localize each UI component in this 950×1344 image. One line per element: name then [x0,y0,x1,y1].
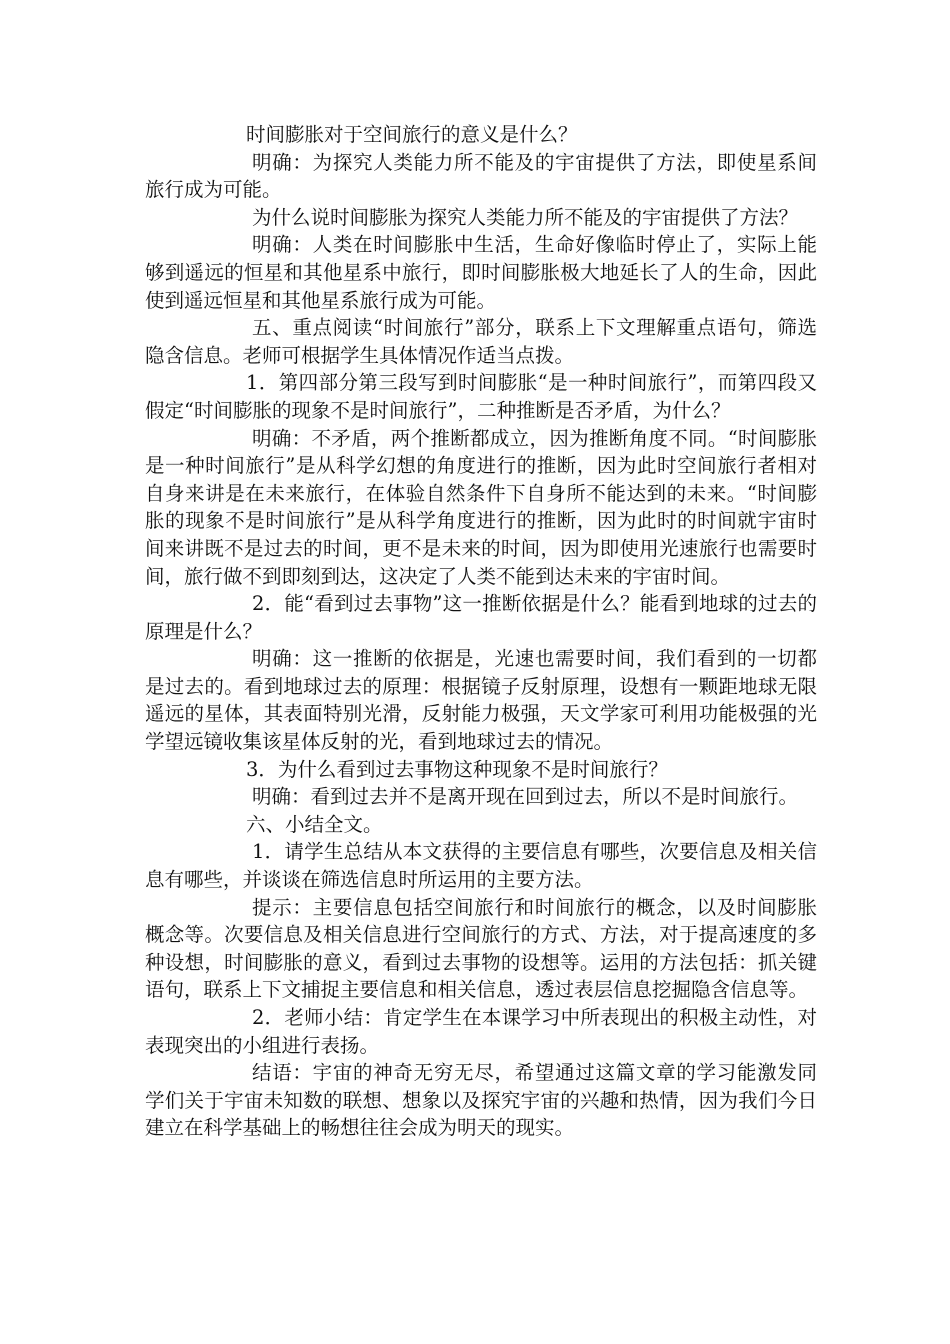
document-body [145,121,817,1142]
paragraph-answer-2: 明确：这一推断的依据是，光速也需要时间，我们看到的一切都是过去的。看到地球过去的原理：根据镜子反射原理，设想有一颗距地球无限遥远的星体，其表面特别光滑，反射能力极强，天文学家可利用功能极强的光学望远镜收集该星体反射的光，看到地球过去的情况。 [145,647,817,754]
paragraph-question-why: 为什么说时间膨胀为探究人类能力所不能及的宇宙提供了方法？ [252,205,799,229]
paragraph-summary-1: 1．请学生总结从本文获得的主要信息有哪些，次要信息及相关信息有哪些，并谈谈在筛选信息时所运用的主要方法。 [145,840,817,892]
paragraph-question-meaning: 时间膨胀对于空间旅行的意义是什么？ [246,123,578,146]
paragraph-item-3: 3．为什么看到过去事物这种现象不是时间旅行？ [246,757,668,781]
paragraph-answer-meaning: 明确：为探究人类能力所不能及的宇宙提供了方法，即使星系间旅行成为可能。 [145,150,817,202]
paragraph-item-1: 1．第四部分第三段写到时间膨胀“是一种时间旅行”，而第四段又假定“时间膨胀的现象不是时间旅行”，二种推断是否矛盾，为什么？ [145,371,817,422]
paragraph-summary-2: 2．老师小结：肯定学生在本课学习中所表现出的积极主动性，对表现突出的小组进行表扬。 [145,1006,817,1057]
paragraph-answer-3: 明确：看到过去并不是离开现在回到过去，所以不是时间旅行。 [252,785,799,809]
paragraph-answer-why: 明确：人类在时间膨胀中生活，生命好像临时停止了，实际上能够到遥远的恒星和其他星系中旅行，即时间膨胀极大地延长了人的生命，因此使到遥远恒星和其他星系旅行成为可能。 [145,233,817,312]
paragraph-section-six: 六、小结全文。 [246,812,383,836]
paragraph-section-five: 五、重点阅读“时间旅行”部分，联系上下文理解重点语句，筛选隐含信息。老师可根据学生具体情况作适当点拨。 [145,316,817,367]
paragraph-hint: 提示：主要信息包括空间旅行和时间旅行的概念，以及时间膨胀概念等。次要信息及相关信息进行空间旅行的方式、方法，对于提高速度的多种设想，时间膨胀的意义，看到过去事物的设想等。运用的方法包括：抓关键语句，联系上下文捕捉主要信息和相关信息，透过表层信息挖掘隐含信息等。 [145,895,817,1002]
paragraph-conclusion: 结语：宇宙的神奇无穷无尽，希望通过这篇文章的学习能激发同学们关于宇宙未知数的联想、想象以及探究宇宙的兴趣和热情，因为我们今日建立在科学基础上的畅想往往会成为明天的现实。 [145,1061,817,1140]
paragraph-item-2: 2．能“看到过去事物”这一推断依据是什么？能看到地球的过去的原理是什么？ [145,592,817,643]
paragraph-answer-1: 明确：不矛盾，两个推断都成立，因为推断角度不同。“时间膨胀是一种时间旅行”是从科学幻想的角度进行的推断，因为此时空间旅行者相对自身来讲是在未来旅行，在体验自然条件下自身所不能达到的未来。“时间膨胀的现象不是时间旅行”是从科学角度进行的推断，因为此时的时间就宇宙时间来讲既不是过去的时间，更不是未来的时间，因为即使用光速旅行也需要时间，旅行做不到即刻到达，这决定了人类不能到达未来的宇宙时间。 [145,426,817,588]
